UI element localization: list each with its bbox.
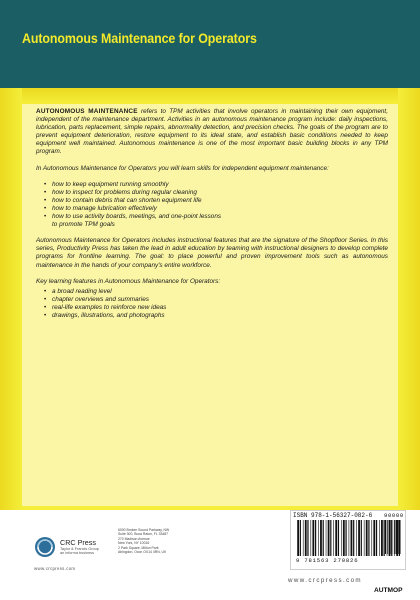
address-line: New York, NY 10016 bbox=[118, 541, 150, 546]
list-item: • how to manage lubrication effectively bbox=[44, 205, 388, 213]
barcode-bar bbox=[297, 520, 299, 556]
barcode-bar bbox=[333, 520, 334, 556]
barcode-bar bbox=[326, 520, 327, 556]
list-item: • a broad reading level bbox=[44, 288, 388, 296]
barcode-bar bbox=[351, 520, 353, 556]
barcode-bar bbox=[389, 520, 391, 554]
isbn-text: ISBN 978-1-56327-082-6 bbox=[293, 512, 373, 519]
address-line: 6000 Broken Sound Parkway, NW bbox=[118, 528, 170, 532]
list-item-line-continued: to promote TPM goals bbox=[52, 221, 115, 229]
list-item: • drawings, illustrations, and photographs bbox=[44, 312, 388, 320]
barcode-bar bbox=[379, 520, 380, 556]
product-code: AUTMOP bbox=[374, 587, 403, 594]
barcode-addon-digits: 90000 bbox=[384, 512, 404, 519]
features-intro: Key learning features in Autonomous Maintenance for Operators: bbox=[36, 277, 221, 285]
intro-lead: AUTONOMOUS MAINTENANCE bbox=[36, 108, 138, 115]
crc-press-logo-icon bbox=[34, 536, 56, 558]
yellow-frame-right-shade bbox=[398, 88, 420, 510]
publisher-informa: an informa business bbox=[60, 551, 94, 556]
publisher-group: Taylor & Francis Group bbox=[60, 547, 99, 551]
features-list bbox=[44, 288, 388, 320]
address-line: 270 Madison Avenue bbox=[118, 536, 150, 541]
list-item: • how to inspect for problems during regular cleaning bbox=[44, 189, 388, 197]
barcode-bar bbox=[323, 520, 324, 556]
intro-rest: refers to TPM activities that involve operators in maintaining their own equipment, independent of the maintenance department. Activities in an autonomous maintenance program include: daily inspections, lubrication, parts replacement, simple repairs, abnormality detection, and precision checks. The goals of the program are to prevent equipment deterioration, restore equipment to its ideal state, and establish basic conditions needed to keep equipment well maintained. Autonomous maintenance is one of the most important basic building blocks in any TPM program. bbox=[36, 108, 388, 156]
barcode-bar bbox=[388, 520, 389, 554]
intro-paragraph bbox=[36, 108, 388, 157]
barcode-bar bbox=[311, 520, 312, 556]
list-item: • how to keep equipment running smoothly bbox=[44, 181, 388, 189]
skills-intro: In Autonomous Maintenance for Operators you will learn skills for independent equipment maintenance: bbox=[36, 164, 329, 172]
publisher-address bbox=[118, 528, 169, 554]
barcode-bar bbox=[343, 520, 345, 556]
barcode-bar bbox=[330, 520, 331, 556]
publisher-name: CRC Press bbox=[60, 538, 96, 547]
publisher-url: www.crcpress.com bbox=[34, 566, 76, 571]
barcode-bar bbox=[366, 520, 368, 556]
barcode-bar bbox=[381, 520, 383, 556]
list-item bbox=[44, 213, 388, 229]
yellow-frame-left-shade bbox=[0, 88, 22, 510]
barcode-bar bbox=[345, 520, 346, 556]
publisher-subline bbox=[60, 547, 99, 556]
barcode-bar bbox=[391, 520, 392, 554]
barcode-bar bbox=[396, 520, 398, 554]
barcode-bar bbox=[358, 520, 360, 556]
barcode-bar bbox=[349, 520, 350, 556]
barcode-bar bbox=[338, 520, 339, 556]
barcode-bar bbox=[356, 520, 357, 556]
barcode-bar bbox=[361, 520, 362, 556]
address-line: Abingdon, Oxon OX14 4RN, UK bbox=[118, 550, 167, 555]
yellow-frame-top-shade bbox=[0, 88, 420, 104]
barcode-bar bbox=[335, 520, 337, 556]
barcode-bar bbox=[376, 520, 377, 556]
address-line: Suite 300, Boca Raton, FL 33487 bbox=[118, 532, 169, 537]
barcode-addon-image bbox=[384, 520, 402, 554]
barcode-bar bbox=[400, 520, 401, 554]
barcode-digits: 9 781563 270826 bbox=[296, 557, 359, 564]
skills-list bbox=[44, 181, 388, 230]
barcode-bar bbox=[300, 520, 301, 556]
barcode-bar bbox=[385, 520, 386, 554]
series-title: Autonomous Maintenance for Operators bbox=[22, 31, 257, 46]
address-line: 2 Park Square, Milton Park bbox=[118, 545, 159, 550]
list-item: • chapter overviews and summaries bbox=[44, 296, 388, 304]
barcode-bar bbox=[394, 520, 395, 554]
barcode-bar bbox=[371, 520, 372, 556]
barcode-bar bbox=[368, 520, 369, 556]
footer-url: www.crcpress.com bbox=[288, 577, 362, 584]
barcode-bar bbox=[307, 520, 308, 556]
barcode-bar bbox=[398, 520, 399, 554]
barcode-bar bbox=[364, 520, 365, 556]
list-item-line: how to use activity boards, meetings, and one-point lessons bbox=[52, 213, 222, 221]
list-item: • how to contain debris that can shorten equipment life bbox=[44, 197, 388, 205]
barcode-bar bbox=[328, 520, 330, 556]
barcode-bar bbox=[318, 520, 319, 556]
barcode-bar bbox=[373, 520, 375, 556]
barcode-bar bbox=[303, 520, 304, 556]
series-paragraph: Autonomous Maintenance for Operators includes instructional features that are the signature of the Shopfloor Series. In this series, Productivity Press has taken the lead in adult education by teaming with instructional designers to develop complete programs for frontline learning. The goal: to place powerful and proven improvement tools such as autonomous maintenance in the hands of your company's entire workforce. bbox=[36, 237, 388, 269]
barcode-bar bbox=[305, 520, 307, 556]
list-item: • real-life examples to reinforce new ideas bbox=[44, 304, 388, 312]
barcode-bar bbox=[312, 520, 314, 556]
barcode-bar bbox=[320, 520, 322, 556]
barcode-bar bbox=[353, 520, 354, 556]
description-text bbox=[36, 108, 388, 328]
barcode-bar bbox=[341, 520, 342, 556]
barcode-bar bbox=[315, 520, 316, 556]
